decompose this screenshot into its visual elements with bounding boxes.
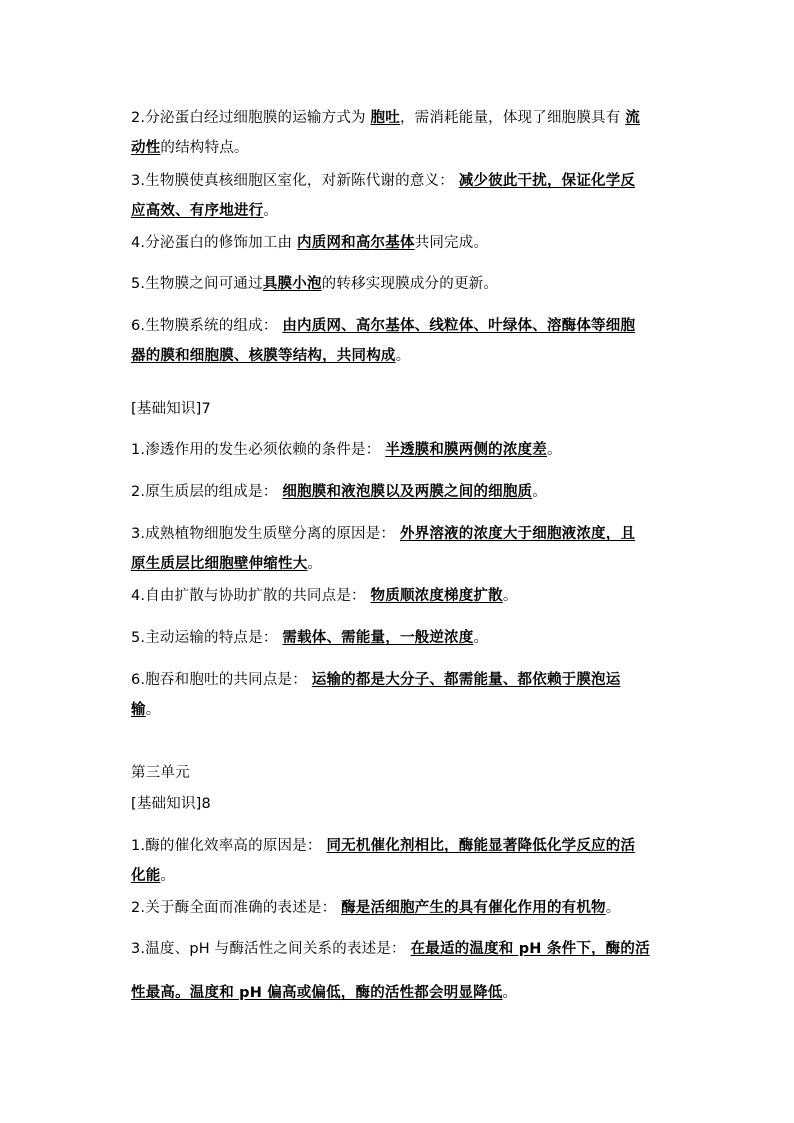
- answer: 半透膜和膜两侧的浓度差: [385, 442, 547, 458]
- text-line: 化能。: [131, 868, 176, 884]
- text-line: 5.主动运输的特点是： 需载体、需能量，一般逆浓度。: [131, 630, 489, 646]
- text-line: 原生质层比细胞壁伸缩性大。: [131, 556, 323, 572]
- text-line: 3.生物膜使真核细胞区室化，对新陈代谢的意义： 减少彼此干扰，保证化学反: [131, 173, 636, 189]
- text-line: 5.生物膜之间可通过具膜小泡的转移实现膜成分的更新。: [131, 276, 499, 292]
- answer: 流: [625, 110, 640, 126]
- text-line: 2.分泌蛋白经过细胞膜的运输方式为 胞吐，需消耗能量，体现了细胞膜具有 流: [131, 110, 640, 126]
- text-line: 3.温度、pH 与酶活性之间关系的表述是： 在最适的温度和 pH 条件下，酶的活: [131, 941, 650, 957]
- text-line: 输。: [131, 702, 161, 718]
- text-line: 2.关于酶全面而准确的表述是： 酶是活细胞产生的具有催化作用的有机物。: [131, 900, 621, 916]
- text-line: 1.酶的催化效率高的原因是： 同无机催化剂相比，酶能显著降低化学反应的活: [131, 838, 636, 854]
- text-line: 动性的结构特点。: [131, 140, 249, 156]
- answer: 细胞膜和液泡膜以及两膜之间的细胞质: [282, 484, 533, 500]
- text-line: 器的膜和细胞膜、核膜等结构，共同构成。: [131, 348, 411, 364]
- answer: 需载体、需能量，一般逆浓度: [282, 630, 474, 646]
- text-line: 2.原生质层的组成是： 细胞膜和液泡膜以及两膜之间的细胞质。: [131, 484, 547, 500]
- answer: 在最适的温度和 pH 条件下，酶的活: [410, 941, 650, 957]
- answer: 动性: [131, 140, 161, 156]
- answer: 输: [131, 702, 146, 718]
- section-heading: [基础知识]7: [131, 401, 211, 417]
- answer: 同无机催化剂相比，酶能显著降低化学反应的活: [326, 838, 636, 854]
- section-heading: [基础知识]8: [131, 796, 211, 812]
- text-line: 4.分泌蛋白的修饰加工由 内质网和高尔基体共同完成。: [131, 235, 489, 251]
- answer: 外界溶液的浓度大于细胞液浓度，且: [399, 526, 636, 542]
- answer: 性最高。温度和 pH 偏高或偏低，酶的活性都会明显降低: [131, 985, 503, 1001]
- answer: 内质网和高尔基体: [297, 235, 415, 251]
- text-line: 6.胞吞和胞吐的共同点是： 运输的都是大分子、都需能量、都依赖于膜泡运: [131, 672, 621, 688]
- answer: 物质顺浓度梯度扩散: [370, 588, 503, 604]
- answer: 具膜小泡: [262, 276, 322, 292]
- answer: 由内质网、高尔基体、线粒体、叶绿体、溶酶体等细胞: [282, 318, 636, 334]
- answer: 器的膜和细胞膜、核膜等结构，共同构成: [131, 348, 396, 364]
- answer: 运输的都是大分子、都需能量、都依赖于膜泡运: [311, 672, 621, 688]
- answer: 原生质层比细胞壁伸缩性大: [131, 556, 308, 572]
- text-line: 6.生物膜系统的组成： 由内质网、高尔基体、线粒体、叶绿体、溶酶体等细胞: [131, 318, 636, 334]
- answer: 化能: [131, 868, 161, 884]
- answer: 胞吐: [370, 110, 400, 126]
- unit-heading: 第三单元: [131, 765, 190, 781]
- text-line: 性最高。温度和 pH 偏高或偏低，酶的活性都会明显降低。: [131, 985, 518, 1001]
- text-line: 4.自由扩散与协助扩散的共同点是： 物质顺浓度梯度扩散。: [131, 588, 518, 604]
- text-line: 3.成熟植物细胞发生质壁分离的原因是： 外界溶液的浓度大于细胞液浓度，且: [131, 526, 636, 542]
- answer: 减少彼此干扰，保证化学反: [458, 173, 636, 189]
- answer: 酶是活细胞产生的具有催化作用的有机物: [341, 900, 606, 916]
- answer: 应高效、有序地进行: [131, 203, 264, 219]
- text-line: 1.渗透作用的发生必须依赖的条件是： 半透膜和膜两侧的浓度差。: [131, 442, 562, 458]
- text-line: 应高效、有序地进行。: [131, 203, 279, 219]
